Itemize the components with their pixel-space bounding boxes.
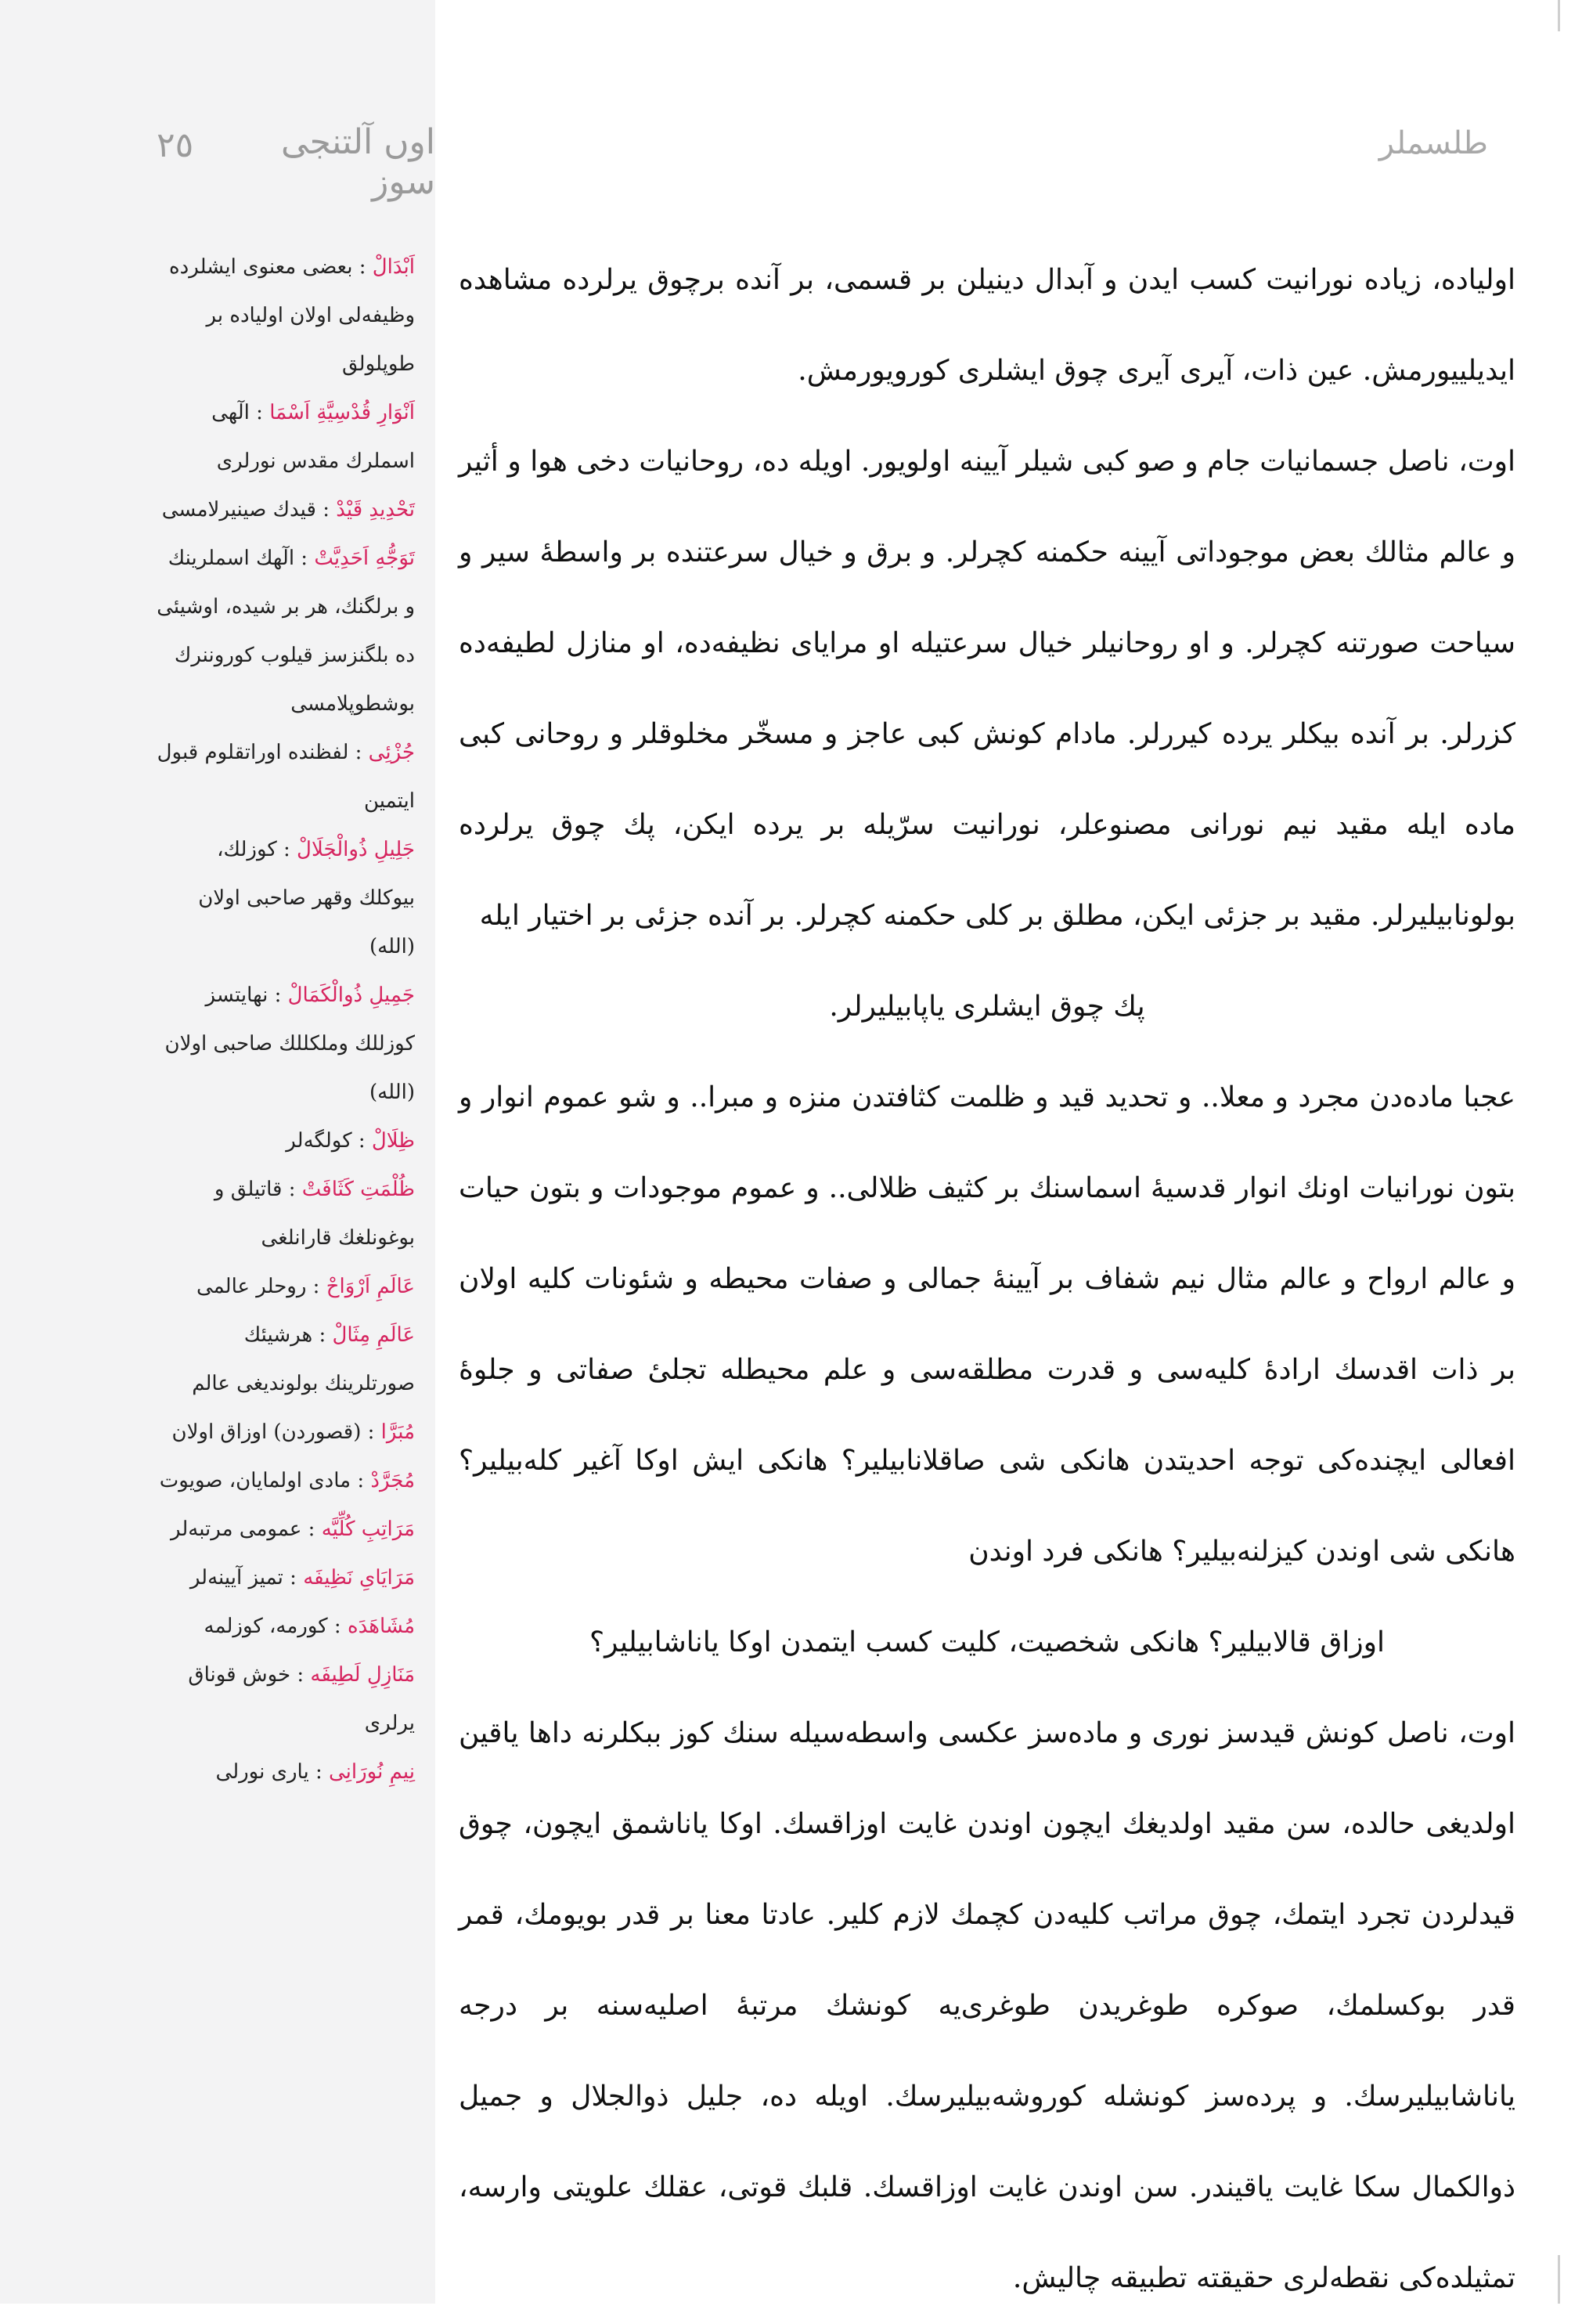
glossary-definition: خوش قوناق یرلری <box>188 1663 415 1735</box>
glossary-separator: : <box>276 838 297 861</box>
glossary-term: جَمِیلِ ذُوالْکَمَالْ <box>287 983 415 1007</box>
glossary-separator: : <box>306 1275 326 1298</box>
glossary-definition: قاتیلق و بوغونلغك قارانلغی <box>214 1178 415 1250</box>
glossary-definition: یاری نورلی <box>215 1760 309 1784</box>
crop-mark <box>1558 2255 1560 2304</box>
glossary-separator: : <box>294 547 315 570</box>
glossary-definition: کورمه، کوزلمه <box>204 1615 328 1638</box>
glossary-term: نِیمِ نُورَانِی <box>328 1760 415 1784</box>
glossary-definition: هرشیئك صورتلرینك بولوندیغی عالم <box>192 1323 415 1395</box>
crop-mark <box>1558 0 1560 31</box>
glossary-entry <box>157 1651 415 1748</box>
chapter-title: طلسملر <box>1378 125 1488 161</box>
glossary-entry <box>157 534 415 728</box>
glossary-definition: کوزلك، بیوكلك وقهر صاحبی اولان (الله) <box>198 838 415 958</box>
glossary-term: اَبْدَالْ <box>372 255 415 279</box>
glossary-definition: نهایتسز کوزللك وملکللك صاحبی اولان (الله) <box>164 983 415 1104</box>
paragraph: اولیاده، زیاده نورانیت کسب ایدن و آبدال دینیلن بر قسمی، بر آنده برچوق یرلرده مشاهده ایدیلییورمش. عین ذات، آیری آیری چوق ایشلری کورویورمش. <box>459 264 1515 387</box>
glossary-definition: کولگه‌لر <box>286 1129 352 1153</box>
paragraph: پك چوق ایشلری یاپابیلیرلر. <box>829 991 1145 1023</box>
glossary-entry <box>157 728 415 825</box>
glossary-separator: : <box>290 1663 311 1687</box>
glossary-definition: تمیز آیینه‌لر <box>189 1566 283 1590</box>
glossary-entry <box>157 485 415 534</box>
paragraph: اوت، ناصل کونش قیدسز نوری و ماده‌سز عکسی واسطه‌سیله سنك کوز ببکلرنه داها یاقین اولدیغی حالده، سن مقید اولدیغك ایچون اوندن غایت اوزاقسك. اوکا یاناشمق ایچون، چوق قیدلردن تجرد ایتمك، چوق مراتب کلیه‌دن کچمك لازم کلیر. عادتا معنا بر قدر بویومك، قمر قدر بوکسلمك، صوکره طوغریدن طوغری‌یه کونشك مرتبهٔ اصلیه‌سنه بر درجه یاناشابیلیرسك. و پرده‌سز کونشله کوروشه‌بیلیرسك. اویله ده، جلیل ذوالجلال و جمیل ذوالکمال سکا غایت یاقیندر. سن اوندن غایت اوزاقسك. قلبك قوتی، عقلك علویتی وارسه، تمثیلده‌کی نقطه‌لری حقیقته تطبیقه چالیش. <box>459 1717 1516 2294</box>
glossary-separator: : <box>348 741 369 764</box>
glossary-term: ظُلْمَتِ کَثَافَتْ <box>301 1178 415 1201</box>
glossary-entry <box>157 388 415 485</box>
glossary-definition: لفظنده اوراتقلوم قبول ایتمین <box>157 741 415 813</box>
glossary-separator: : <box>315 498 337 521</box>
glossary-term: اَنْوَارِ قُدْسِیَّةِ اَسْمَا <box>269 401 415 424</box>
glossary-entry <box>157 1408 415 1456</box>
paragraph: اوت، ناصل جسمانیات جام و صو کبی شیلر آیینه اولویور. اویله ده، روحانیات دخی هوا و أثیر و عالم مثالك بعض موجوداتی آیینه حکمنه کچرلر. و برق و خیال سرعتنده بر واسطهٔ سیر و سیاحت صورتنه کچرلر. و او روحانیلر خیال سرعتیله او مرایای نظیفه‌ده، او منازل لطیفه‌ده کزرلر. بر آنده بیکلر یرده کیررلر. مادام کونش کبی عاجز و مسخّر مخلوقلر و روحانی کبی ماده ایله مقید نیم نورانی مصنوعلر، نورانیت سرّیله بر یرده ایکن، پك چوق یرلرده بولونابیلیرلر. مقید بر جزئی ایکن، مطلق بر کلی حکمنه کچرلر. بر آنده جزئی بر اختیار ایله <box>459 446 1515 932</box>
glossary-term: عَالَمِ اَرْوَاحْ <box>326 1275 415 1298</box>
main-text-column <box>435 0 1582 2304</box>
glossary-term: تَحْدِیدِ قَیْدْ <box>336 498 415 521</box>
glossary-definition: الٓهك اسملرینك و برلگنك، هر بر شیده، اوشیئی ده بلگنزسز قیلوب کوروننرك بوشطوپلامسی <box>157 547 415 716</box>
book-title: اوں آلتنجی سوز <box>280 122 435 202</box>
glossary-entry <box>157 971 415 1117</box>
glossary-term: مُشَاهَدَه <box>347 1615 415 1638</box>
glossary-separator: : <box>301 1517 322 1541</box>
glossary-term: عَالَمِ مِثَالْ <box>332 1323 415 1347</box>
glossary-entry <box>157 825 415 971</box>
paragraph: اوزاق قالابیلیر؟ هانکی شخصیت، کلیت کسب ایتمدن اوکا یاناشابیلیر؟ <box>589 1626 1386 1658</box>
glossary-entry <box>157 1456 415 1505</box>
glossary-sidebar <box>0 0 435 2304</box>
glossary-entry <box>157 1602 415 1651</box>
glossary-separator: : <box>282 1178 302 1201</box>
glossary-term: مَنَازِلِ لَطِیفَه <box>310 1663 415 1687</box>
glossary-separator: : <box>352 255 373 279</box>
glossary-separator: : <box>268 983 288 1007</box>
glossary-term: مَرَایَایِ نَظِیفَه <box>303 1566 415 1590</box>
glossary-separator: : <box>351 1469 371 1492</box>
glossary-separator: : <box>351 1129 372 1153</box>
glossary-entry <box>157 1262 415 1311</box>
glossary-entry <box>157 243 415 388</box>
glossary-term: ظِلَالْ <box>371 1129 415 1153</box>
sidebar-header <box>0 117 435 202</box>
glossary-entry <box>157 1117 415 1165</box>
glossary-term: مَرَاتِبِ کُلِّیَّه <box>321 1517 415 1541</box>
glossary-term: مُجَرَّدْ <box>370 1469 415 1492</box>
glossary-definition: بعضی معنوی ایشلرده وظیفه‌لی اولان اولیاده بر طوپلولق <box>169 255 415 376</box>
glossary-definition: الٓهی اسملرك مقدس نورلری <box>211 401 415 473</box>
glossary-term: جَلِیلِ ذُوالْجَلَالْ <box>297 838 415 861</box>
paragraph: عجبا ماده‌دن مجرد و معلا.. و تحدید قید و ظلمت کثافتدن منزه و مبرا.. و شو عموم انوار و بتون نورانیات اونك انوار قدسیهٔ اسماسنك بر کثیف ظلالی.. و عموم موجودات و بتون حیات و عالم ارواح و عالم مثال نیم شفاف بر آیینهٔ جمالی و صفات محیطه و شئونات کلیه اولان بر ذات اقدسك ارادهٔ کلیه‌سی و قدرت مطلقه‌سی و علم محیطله تجلیٔ صفاتی و جلوهٔ افعالی ایچنده‌کی توجه احدیتدن هانکی شی صاقلانابیلیر؟ هانکی ایش اوکا آغیر کلەبیلیر؟ هانکی شی اوندن کیزلنه‌بیلیر؟ هانکی فرد اوندن <box>459 1081 1515 1568</box>
glossary-entry <box>157 1505 415 1554</box>
glossary-separator: : <box>283 1566 304 1590</box>
body-text <box>459 235 1515 2324</box>
glossary-definition: عمومی مرتبه‌لر <box>170 1517 302 1541</box>
page-number: ٢٥ <box>157 125 194 165</box>
glossary-term: جُزْئِی <box>368 741 415 764</box>
glossary-separator: : <box>308 1760 329 1784</box>
glossary-entry <box>157 1311 415 1408</box>
glossary-separator: : <box>312 1323 333 1347</box>
glossary-term: مُبَرَّا <box>380 1420 415 1444</box>
glossary-entry <box>157 1165 415 1262</box>
glossary-definition: قیدك صینیرلامسی <box>161 498 316 521</box>
glossary-entry <box>157 1554 415 1602</box>
glossary-separator: : <box>327 1615 348 1638</box>
glossary-entry <box>157 1748 415 1796</box>
glossary-separator: : <box>361 1420 381 1444</box>
glossary-definition: مادی اولمایان، صویوت <box>159 1469 351 1492</box>
glossary-list <box>157 243 415 1796</box>
glossary-separator: : <box>249 401 270 424</box>
glossary-term: تَوَجُّهِ اَحَدِیَّتْ <box>314 547 415 570</box>
glossary-definition: (قصوردن) اوزاق اولان <box>171 1420 362 1444</box>
glossary-definition: روحلر عالمی <box>196 1275 307 1298</box>
